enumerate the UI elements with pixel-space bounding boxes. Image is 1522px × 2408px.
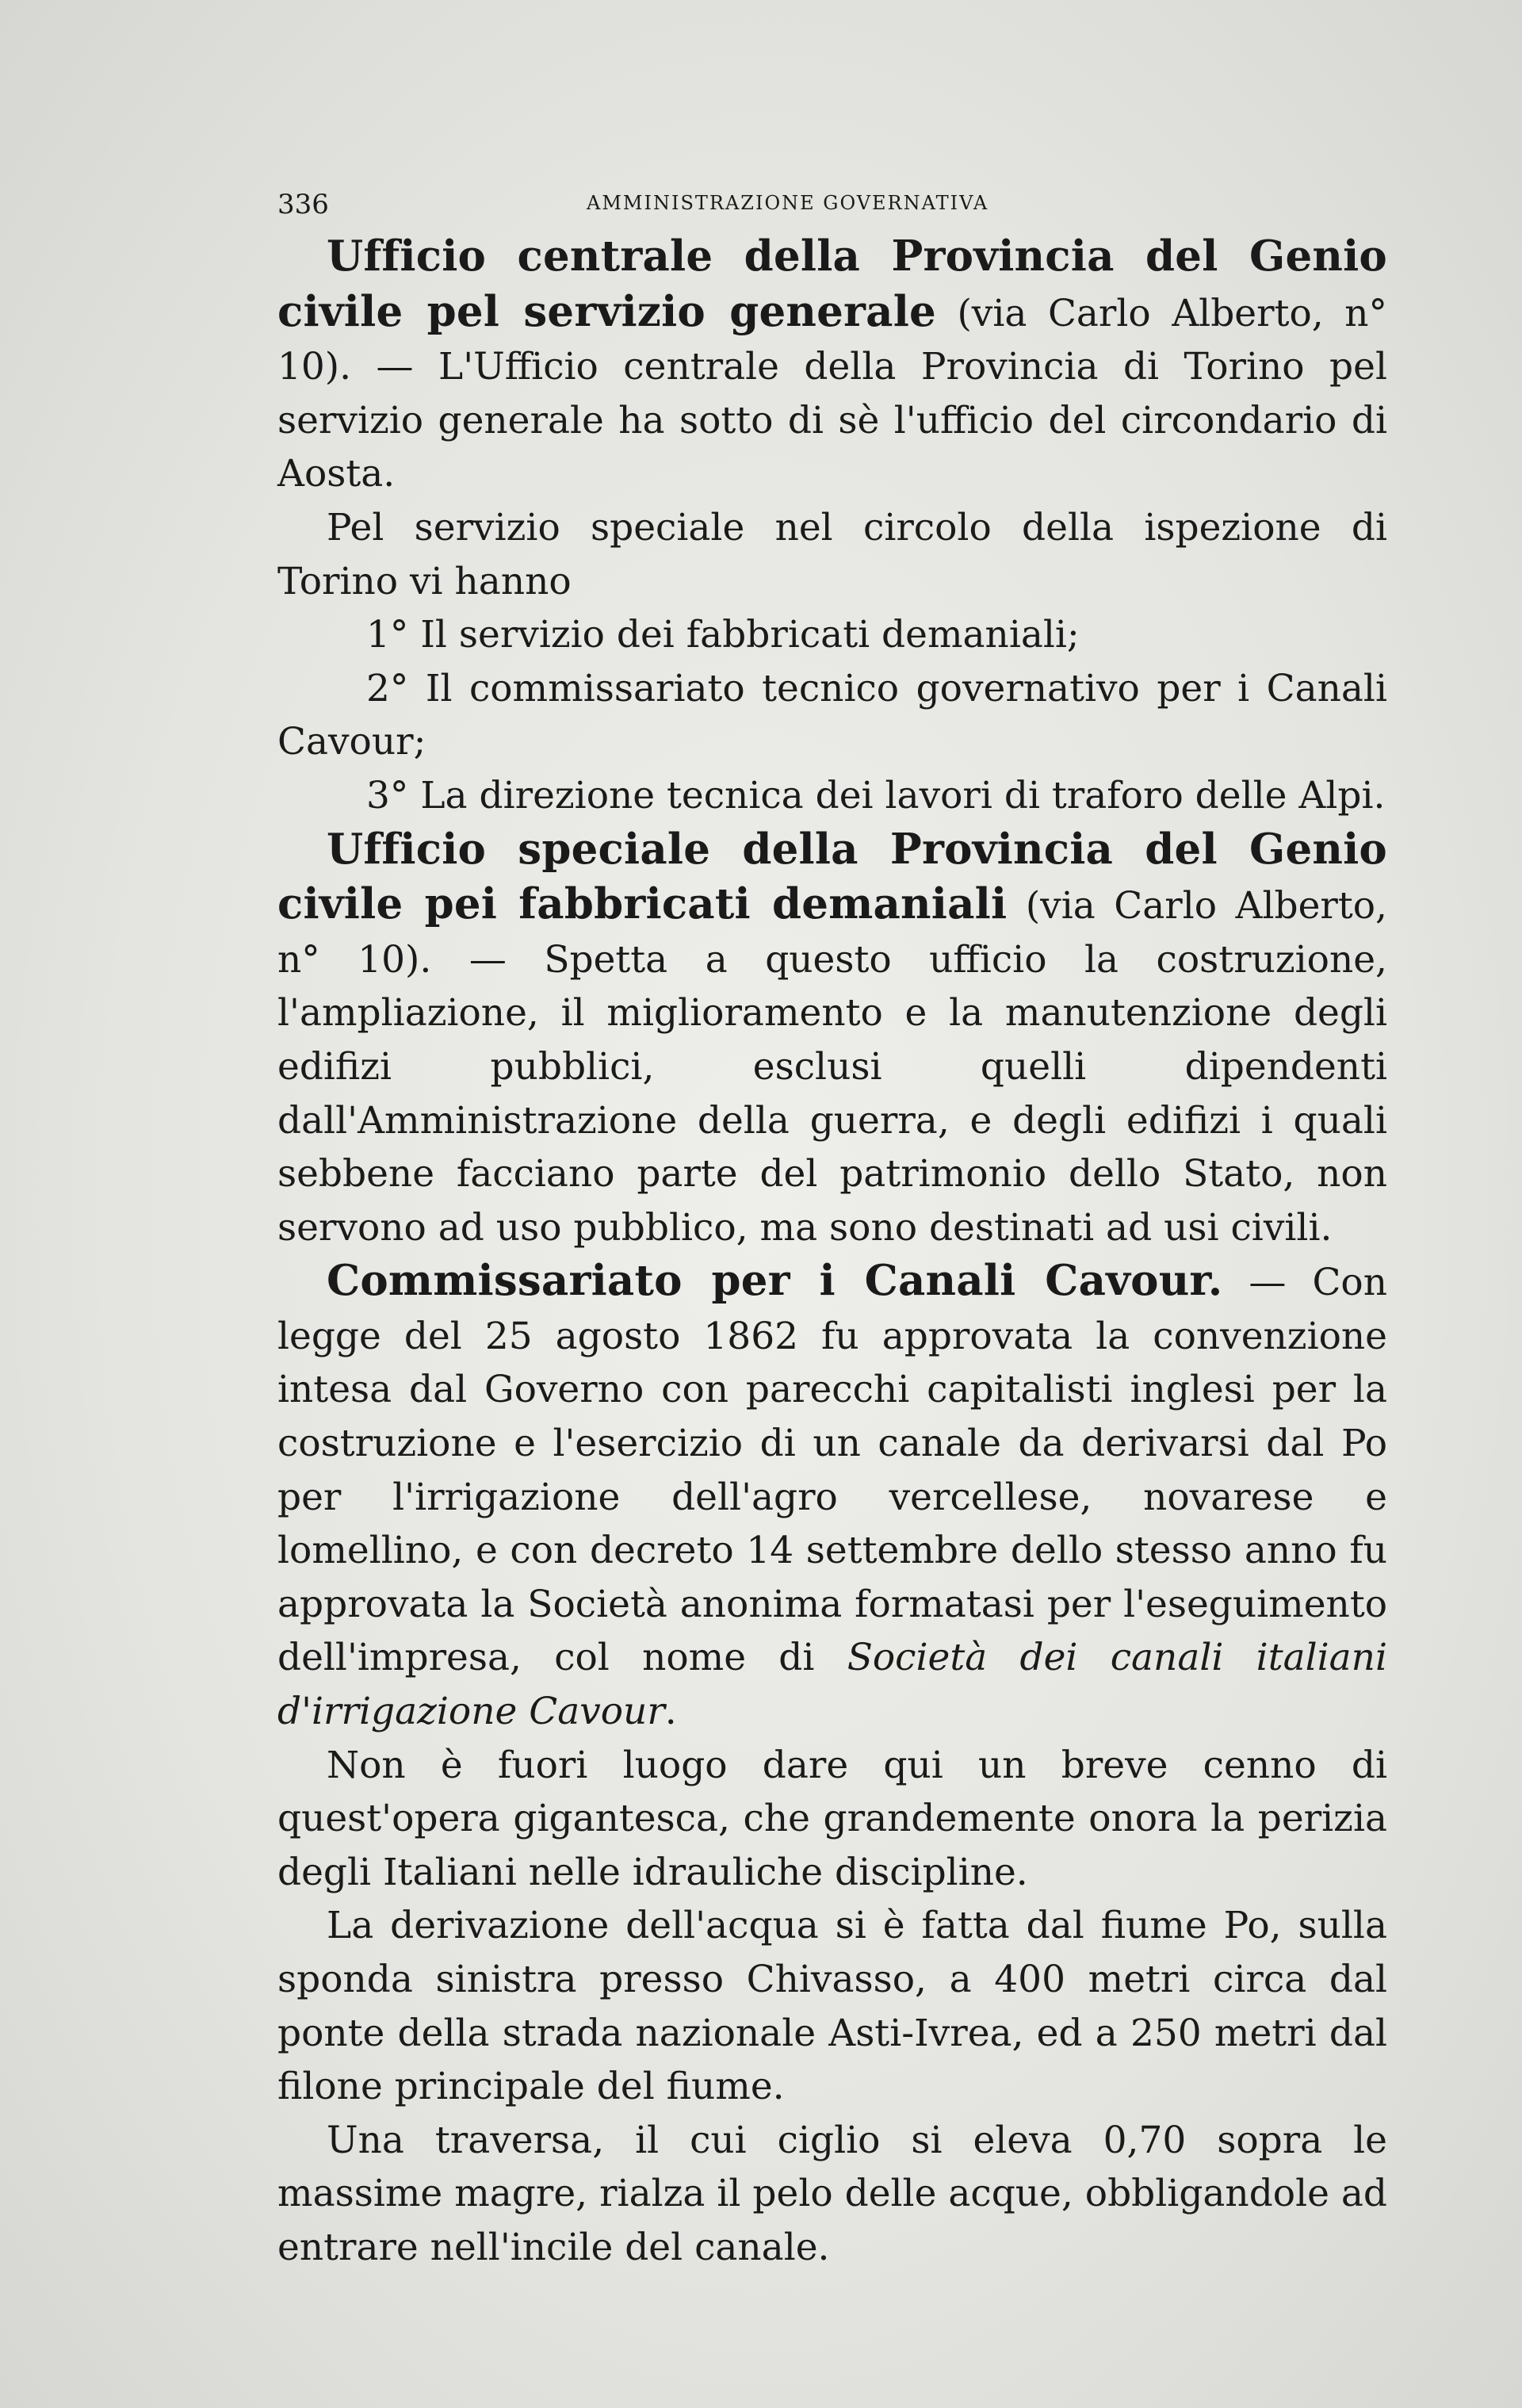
section-ufficio-speciale xyxy=(277,823,1387,1255)
paragraph: Una traversa, il cui ciglio si eleva 0,70 sopra le massime magre, rialza il pelo delle acque, obbligandole ad entrare nell'incile del canale. xyxy=(277,2118,1387,2269)
paragraph-text: Spetta a questo ufficio la costruzione, l'ampliazione, il miglioramento e la manutenzione degli edifizi pubblici, esclusi quelli dipendenti dall'Amministrazione della guerra, e degli edifizi i quali sebbene facciano parte del patrimonio dello Stato, non servono ad uso pubblico, ma sono destinati ad usi civili. xyxy=(277,937,1388,1250)
paragraph-text: — L'Ufficio centrale della Provincia di Torino pel servizio generale ha sotto di sè l'ufficio del circondario di Aosta. xyxy=(277,345,1387,496)
address: (via Carlo Alberto, n° 10). — xyxy=(277,884,1387,982)
section-commissariato xyxy=(277,1254,1387,1738)
section-heading: Ufficio centrale della Provincia del Genio civile pel servizio generale xyxy=(277,232,1387,336)
company-name: Società dei canali italiani d'irrigazione Cavour xyxy=(277,1636,1387,1734)
running-head xyxy=(277,189,1387,220)
page-number: 336 xyxy=(277,189,329,220)
running-title: AMMINISTRAZIONE GOVERNATIVA xyxy=(587,192,989,214)
address: (via Carlo Alberto, n° 10). xyxy=(277,291,1387,389)
paragraph-end: . xyxy=(664,1690,677,1734)
section-ufficio-centrale xyxy=(277,230,1387,501)
paragraph-text: — Con legge del 25 agosto 1862 fu approvata la convenzione intesa dal Governo con parecchi capitalisti inglesi per la costruzione e l'esercizio di un canale da derivarsi dal Po per l'irrigazione dell'agro vercellese, novarese e lomellino, e con decreto 14 settembre dello stesso anno fu approvata la Società anonima formatasi per l'eseguimento dell'impresa, col nome di xyxy=(277,1261,1387,1680)
list-item: 2° Il commissariato tecnico governativo per i Canali Cavour; xyxy=(277,666,1387,764)
section-heading: Commissariato per i Canali Cavour. xyxy=(327,1256,1223,1306)
paragraph: Pel servizio speciale nel circolo della ispezione di Torino vi hanno xyxy=(277,505,1387,603)
list-item: 3° La direzione tecnica dei lavori di traforo delle Alpi. xyxy=(366,773,1386,817)
section-heading: Ufficio speciale della Provincia del Genio civile pei fabbricati demaniali xyxy=(277,824,1387,929)
text-column xyxy=(277,189,1387,2275)
paragraph: La derivazione dell'acqua si è fatta dal fiume Po, sulla sponda sinistra presso Chivasso, a 400 metri circa dal ponte della strada nazionale Asti-Ivrea, ed a 250 metri dal filone principale del fiume. xyxy=(277,1904,1387,2109)
paragraph: Non è fuori luogo dare qui un breve cenno di quest'opera gigantesca, che grandemente onora la perizia degli Italiani nelle idrauliche discipline. xyxy=(277,1743,1387,1894)
list-item: 1° Il servizio dei fabbricati demaniali; xyxy=(366,613,1080,657)
